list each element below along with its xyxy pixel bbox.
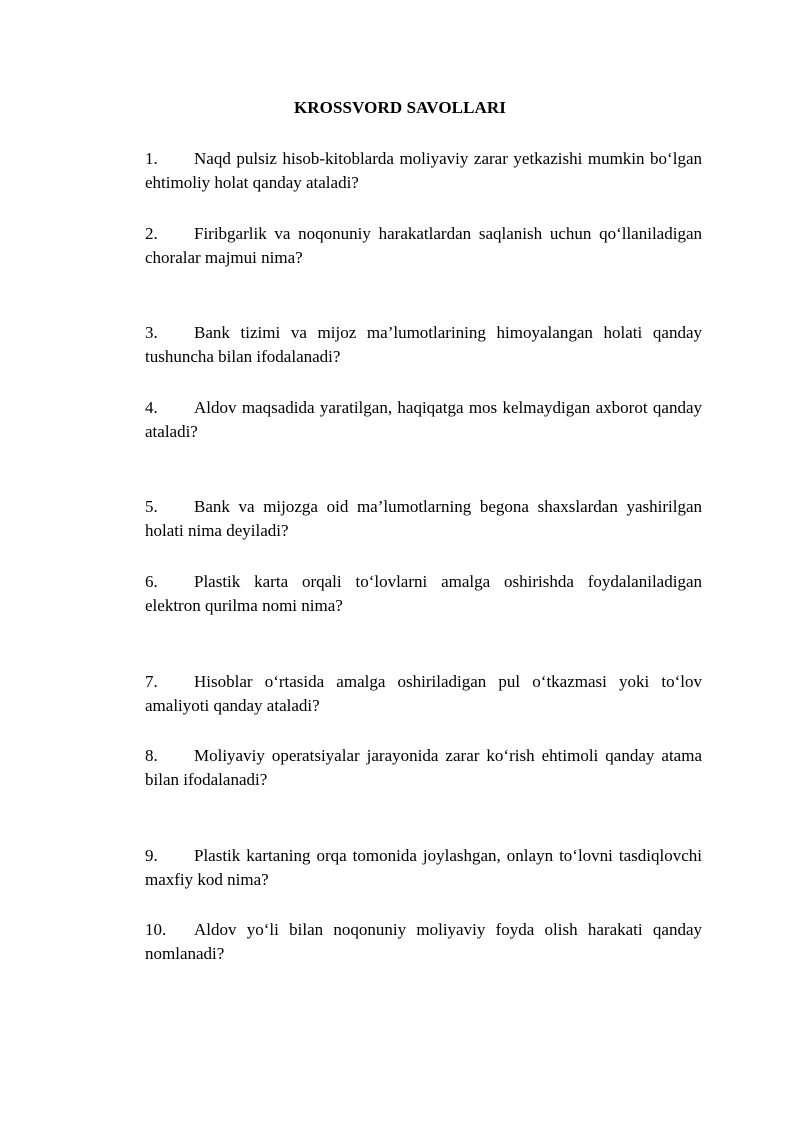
question-text: Moliyaviy operatsiyalar jarayonida zarar ko‘rish ehtimoli qanday atama bilan ifodalanadi? (145, 746, 702, 789)
document-title: KROSSVORD SAVOLLARI (293, 98, 507, 117)
question-text: Bank tizimi va mijoz ma’lumotlarining himoyalangan holati qanday tushuncha bilan ifodalanadi? (145, 323, 702, 366)
question-number: 10. (145, 920, 167, 939)
question-item (145, 222, 702, 270)
question-item (145, 918, 702, 966)
question-number: 9. (145, 846, 158, 865)
question-item (145, 321, 702, 369)
question-number: 2. (145, 224, 158, 243)
question-item (145, 570, 702, 618)
question-number: 4. (145, 398, 158, 417)
question-number: 7. (145, 672, 158, 691)
question-item (145, 844, 702, 892)
question-text: Firibgarlik va noqonuniy harakatlardan saqlanish uchun qo‘llaniladigan choralar majmui nima? (145, 224, 702, 267)
question-text: Bank va mijozga oid ma’lumotlarning begona shaxslardan yashirilgan holati nima deyiladi? (145, 497, 702, 540)
question-item (145, 396, 702, 444)
question-item (145, 495, 702, 543)
question-text: Aldov yo‘li bilan noqonuniy moliyaviy foyda olish harakati qanday nomlanadi? (145, 920, 702, 963)
question-number: 3. (145, 323, 158, 342)
question-number: 1. (145, 149, 158, 168)
question-number: 5. (145, 497, 158, 516)
question-number: 6. (145, 572, 158, 591)
question-text: Hisoblar o‘rtasida amalga oshiriladigan pul o‘tkazmasi yoki to‘lov amaliyoti qanday ataladi? (145, 672, 702, 715)
question-item (145, 670, 702, 718)
question-text: Plastik kartaning orqa tomonida joylashgan, onlayn to‘lovni tasdiqlovchi maxfiy kod nima? (145, 846, 702, 889)
question-item (145, 147, 702, 195)
question-text: Aldov maqsadida yaratilgan, haqiqatga mos kelmaydigan axborot qanday ataladi? (145, 398, 702, 441)
question-number: 8. (145, 746, 158, 765)
question-text: Plastik karta orqali to‘lovlarni amalga oshirishda foydalaniladigan elektron qurilma nomi nima? (145, 572, 702, 615)
question-item (145, 744, 702, 792)
question-text: Naqd pulsiz hisob-kitoblarda moliyaviy zarar yetkazishi mumkin bo‘lgan ehtimoliy holat qanday ataladi? (145, 149, 702, 192)
